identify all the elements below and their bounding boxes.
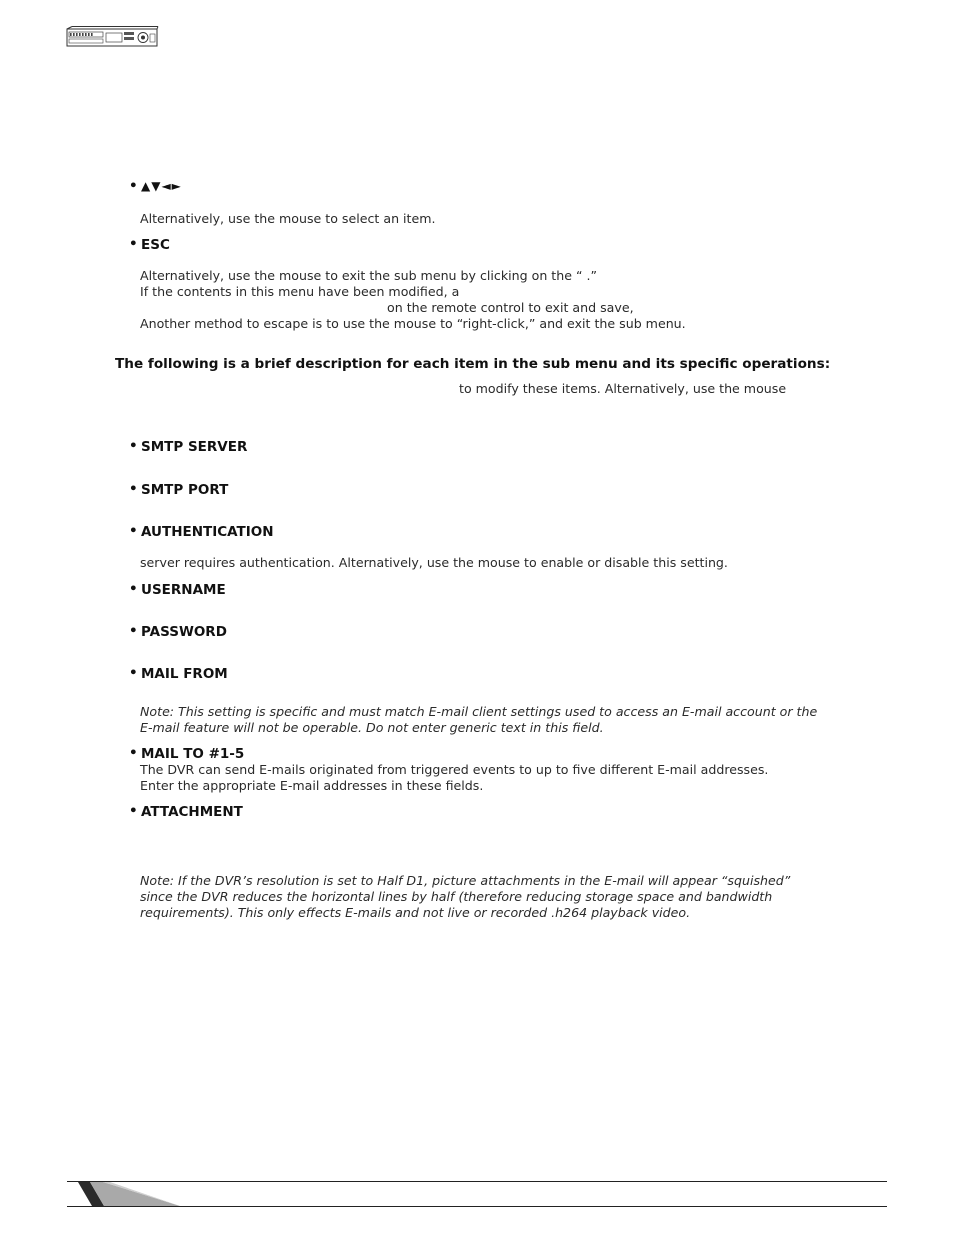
attachment-label: ATTACHMENT: [141, 804, 243, 820]
authentication-bullet: •: [129, 523, 138, 539]
esc-label: ESC: [141, 237, 170, 253]
attachment-note-line-2: since the DVR reduces the horizontal lines by half (therefore reducing storage space and bandwidth: [140, 889, 773, 904]
esc-line-2: If the contents in this menu have been modified, a: [140, 284, 460, 299]
attachment-bullet: •: [129, 803, 138, 819]
authentication-label: AUTHENTICATION: [141, 524, 274, 540]
intro-line: to modify these items. Alternatively, use the mouse: [459, 381, 787, 396]
mail-from-note-line-2: E-mail feature will not be operable. Do not enter generic text in this field.: [140, 720, 604, 735]
smtp-server-bullet: •: [129, 438, 138, 454]
esc-line-4: Another method to escape is to use the mouse to “right-click,” and exit the sub menu.: [140, 316, 686, 331]
esc-line-3: on the remote control to exit and save,: [387, 300, 634, 315]
dvr-device-icon: [66, 26, 160, 48]
username-bullet: •: [129, 581, 138, 597]
authentication-description: server requires authentication. Alternatively, use the mouse to enable or disable this setting.: [140, 555, 728, 570]
mail-to-line-1: The DVR can send E-mails originated from triggered events to up to five different E-mail addresses.: [140, 762, 769, 777]
password-bullet: •: [129, 623, 138, 639]
arrows-description: Alternatively, use the mouse to select an item.: [140, 211, 436, 226]
password-label: PASSWORD: [141, 624, 227, 640]
attachment-note-line-1: Note: If the DVR’s resolution is set to Half D1, picture attachments in the E-mail will appear “squished”: [140, 873, 791, 888]
arrow-keys-label: ▲▼◄►: [141, 179, 182, 193]
smtp-server-label: SMTP SERVER: [141, 439, 248, 455]
smtp-port-bullet: •: [129, 481, 138, 497]
mail-to-label: MAIL TO #1-5: [141, 746, 245, 762]
footer-banner: [0, 1176, 954, 1212]
mail-to-line-2: Enter the appropriate E-mail addresses in these fields.: [140, 778, 484, 793]
esc-line-1: Alternatively, use the mouse to exit the sub menu by clicking on the “ .”: [140, 268, 598, 283]
mail-from-label: MAIL FROM: [141, 666, 228, 682]
arrows-bullet: •: [129, 178, 138, 194]
smtp-port-label: SMTP PORT: [141, 482, 229, 498]
attachment-note-line-3: requirements). This only effects E-mails and not live or recorded .h264 playback video.: [140, 905, 691, 920]
mail-from-bullet: •: [129, 665, 138, 681]
mail-to-bullet: •: [129, 745, 138, 761]
esc-bullet: •: [129, 236, 138, 252]
section-heading: The following is a brief description for each item in the sub menu and its specific operations:: [115, 356, 831, 372]
mail-from-note-line-1: Note: This setting is specific and must match E-mail client settings used to access an E-mail account or the: [140, 704, 818, 719]
username-label: USERNAME: [141, 582, 226, 598]
